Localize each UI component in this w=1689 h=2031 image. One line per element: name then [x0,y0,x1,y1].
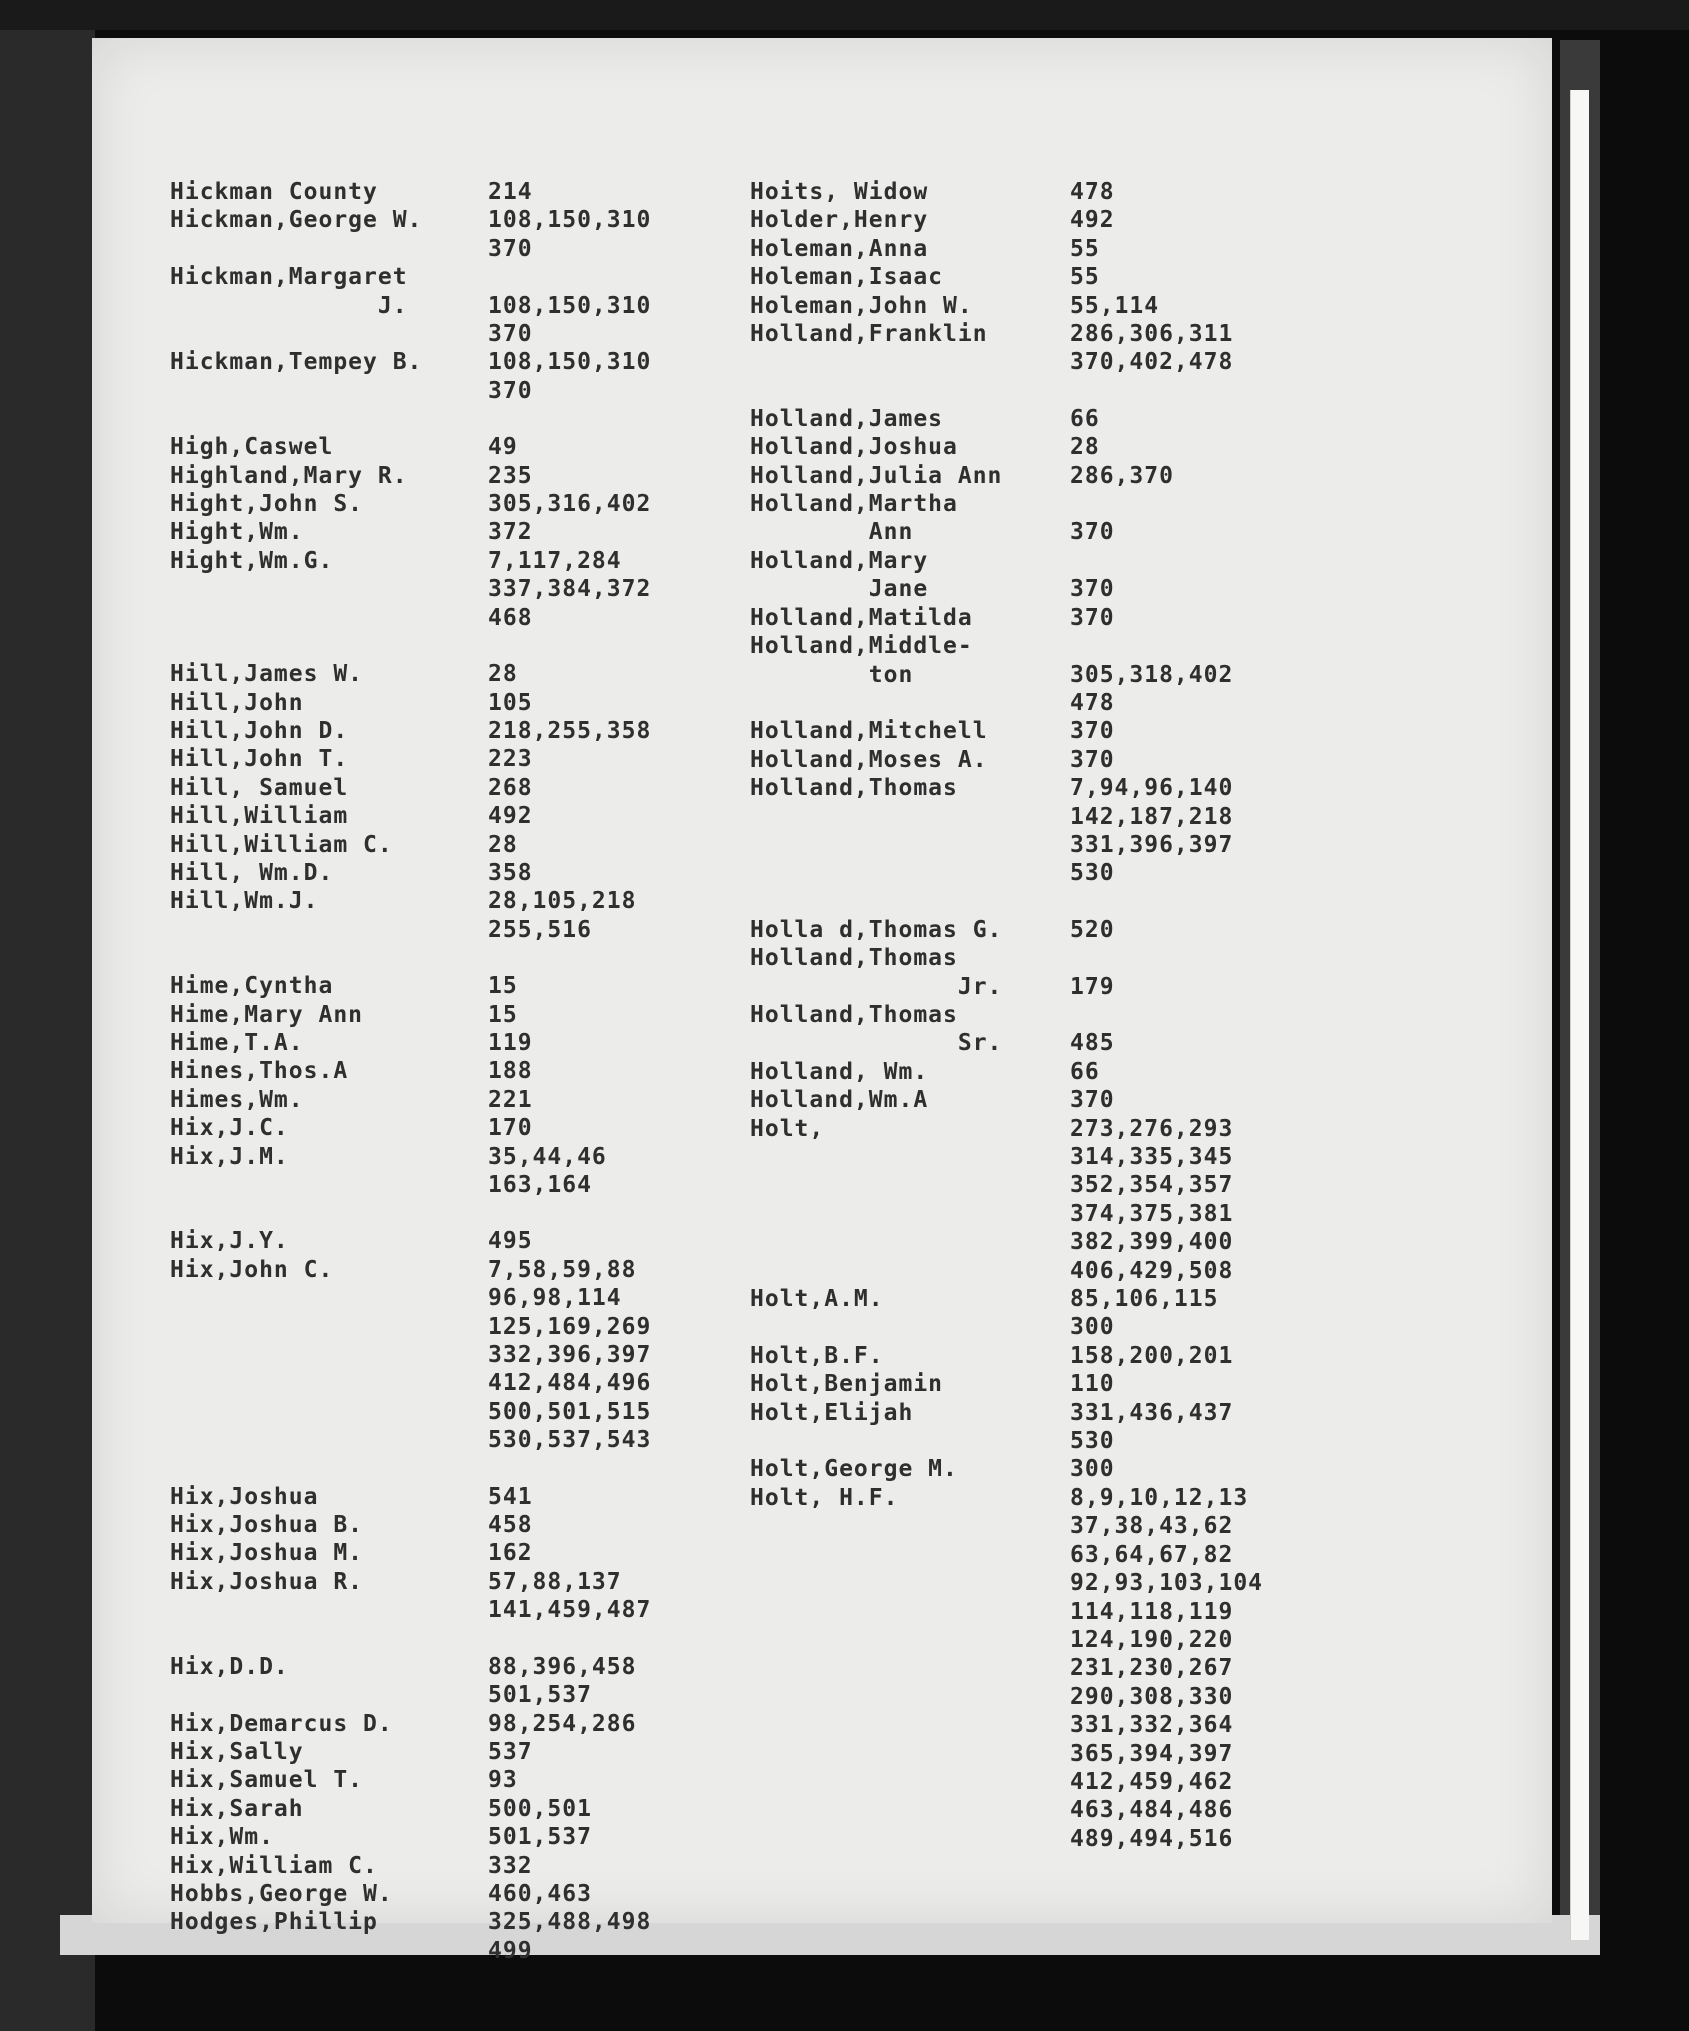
page-numbers: 331,436,437 [1070,1399,1234,1426]
page-numbers: 88,396,458 [488,1653,637,1680]
entry-pages [1070,1399,1233,1456]
entry-name: Hill,Wm.J. [170,888,319,915]
page-numbers: 530 [1070,1428,1115,1455]
entry-name: Hickman,Margaret [170,264,408,291]
entry-pages [488,1653,636,1710]
page-numbers: 460,463 [488,1880,592,1907]
page-numbers: 520 [1070,916,1115,943]
entry-name: Hight,John S. [170,491,364,518]
page-numbers: 7,117,284 [488,547,622,574]
entry-name: Holeman,Isaac [750,264,944,291]
entry-name: Holland,Thomas [750,775,958,802]
entry-name: Holeman,John W. [750,292,973,319]
page-numbers: 108,150,310 [488,349,652,376]
page-numbers: 501,537 [488,1682,592,1709]
entry-name: Holland,Mary [750,547,929,574]
entry-pages [488,774,533,802]
entry-pages [488,1057,533,1085]
entry-pages [488,178,533,206]
page-numbers: 66 [1070,405,1100,432]
entry-pages [1070,1370,1115,1398]
entry-pages [488,660,518,688]
entry-name: Holt,Elijah [750,1399,914,1426]
page-numbers: 541 [488,1483,533,1510]
entry-name: Hickman,George W. [170,207,423,234]
entry-name: Hobbs,George W. [170,1880,393,1907]
page-numbers: 370 [1070,718,1115,745]
page-numbers: 370 [488,235,533,262]
entry-pages [1070,973,1115,1001]
entry-pages [488,462,533,490]
entry-pages [488,518,533,546]
page-numbers: 124,190,220 [1070,1626,1234,1653]
entry-name: Holt,B.F. [750,1342,884,1369]
index-entry [750,320,1530,377]
page-numbers: 7,58,59,88 [488,1256,637,1283]
entry-name: Holt,Benjamin [750,1371,944,1398]
page-numbers: 305,316,402 [488,491,652,518]
page-numbers: 114,118,119 [1070,1598,1234,1625]
entry-pages [488,745,533,773]
index-entry [750,462,1530,490]
index-entry [750,1086,1530,1114]
entry-name: Hix,Joshua [170,1483,319,1510]
entry-name: Holt, H.F. [750,1484,899,1511]
index-entry [750,604,1530,632]
entry-pages [488,1029,533,1057]
entry-name: Hill,James W. [170,661,364,688]
entry-pages [1070,661,1233,718]
entry-pages [1070,206,1115,234]
entry-pages [488,1823,592,1851]
page-numbers: 370 [1070,1087,1115,1114]
page-numbers: 35,44,46 [488,1143,607,1170]
entry-pages [488,433,518,461]
entry-name: Sr. [750,1030,1003,1057]
entry-spacer [750,377,1530,405]
index-entry [750,490,1530,518]
entry-pages [1070,1058,1100,1086]
index-entry [750,1370,1530,1398]
entry-pages [1070,1086,1115,1114]
page-numbers: 268 [488,774,533,801]
index-entry [170,1852,870,1880]
page-numbers: 370 [488,377,533,404]
entry-name: Holland,Mitchell [750,718,988,745]
entry-name: Hoits, Widow [750,179,929,205]
entry-name: Hix,Wm. [170,1824,274,1851]
page-numbers: 365,394,397 [1070,1740,1234,1767]
entry-name: Jr. [750,973,1003,1000]
right-column [750,178,1530,1853]
entry-pages [488,972,518,1000]
entry-name: Holland,Thomas [750,945,958,972]
index-entry [750,518,1530,546]
entry-name: Holt,A.M. [750,1286,884,1313]
entry-pages [488,802,533,830]
page-numbers: 28,105,218 [488,888,637,915]
entry-pages [488,717,651,745]
page-numbers: 337,384,372 [488,576,652,603]
entry-name: Hix,Samuel T. [170,1767,364,1794]
entry-pages [488,1852,533,1880]
entry-name: Hodges,Phillip [170,1909,378,1936]
entry-name: Ann [750,519,914,546]
entry-name: Holland,Matilda [750,604,973,631]
page-numbers: 163,164 [488,1172,592,1198]
page-numbers: 468 [488,604,533,631]
entry-pages [488,1908,651,1965]
page-numbers: 55 [1070,235,1100,262]
page-numbers: 286,370 [1070,462,1174,489]
page-numbers: 125,169,269 [488,1313,652,1340]
page-numbers: 331,332,364 [1070,1712,1234,1739]
entry-name: Hight,Wm.G. [170,547,334,574]
page-numbers: 28 [488,661,518,688]
index-entry [750,1058,1530,1086]
entry-name: J. [170,292,408,319]
entry-name: Holeman,Anna [750,235,929,262]
entry-name: Holland,Moses A. [750,746,988,773]
entry-name: Hight,Wm. [170,519,304,546]
index-entry [750,746,1530,774]
entry-name: Hix,J.M. [170,1143,289,1170]
entry-pages [488,348,651,405]
page-numbers: 142,187,218 [1070,803,1234,830]
page-numbers: 223 [488,746,533,773]
entry-name: Holland,Martha [750,491,958,518]
page-numbers: 412,459,462 [1070,1768,1234,1795]
entry-pages [488,1568,651,1625]
page-numbers: 28 [488,831,518,858]
entry-name: Hines,Thos.A [170,1058,349,1085]
entry-pages [488,859,533,887]
page-numbers: 92,93,103,104 [1070,1570,1264,1597]
entry-name: Holland,Middle- [750,633,973,660]
page-numbers: 158,200,201 [1070,1342,1234,1369]
entry-pages [1070,604,1115,632]
index-entry [750,1001,1530,1029]
entry-name: Hill,John [170,689,304,716]
page-numbers: 314,335,345 [1070,1144,1234,1170]
page-numbers: 119 [488,1029,533,1056]
entry-pages [488,1086,533,1114]
entry-pages [1070,433,1100,461]
page-numbers: 372 [488,519,533,546]
page-numbers: 352,354,357 [1070,1172,1234,1199]
page-numbers: 370 [1070,604,1115,631]
entry-name: Holder,Henry [750,207,929,234]
entry-name: Holland, Wm. [750,1058,929,1085]
page-numbers: 105 [488,689,533,716]
entry-pages [1070,320,1233,377]
entry-pages [1070,178,1115,206]
page-numbers: 179 [1070,973,1115,1000]
page-numbers: 537 [488,1738,533,1765]
entry-pages [488,206,651,263]
page-numbers: 66 [1070,1058,1100,1085]
index-entry [750,575,1530,603]
page-numbers: 530 [1070,860,1115,887]
index-entry [750,1029,1530,1057]
page-numbers: 221 [488,1086,533,1113]
entry-name: Hix,J.C. [170,1115,289,1142]
page-numbers: 214 [488,179,533,205]
page-numbers: 141,459,487 [488,1597,652,1624]
index-entry [750,632,1530,660]
entry-pages [488,547,651,632]
entry-name: Hill, Wm.D. [170,859,334,886]
page-numbers: 374,375,381 [1070,1200,1234,1227]
page-numbers: 325,488,498 [488,1909,652,1936]
entry-pages [488,1256,651,1455]
page-numbers: 108,150,310 [488,207,652,234]
page-numbers: 290,308,330 [1070,1683,1234,1710]
page-numbers: 235 [488,462,533,489]
page-numbers: 478 [1070,179,1115,205]
entry-pages [1070,1115,1233,1285]
page-numbers: 478 [1070,689,1115,716]
page-edge [1570,90,1589,1940]
page-numbers: 110 [1070,1371,1115,1398]
entry-pages [1070,717,1115,745]
entry-pages [1070,1484,1263,1853]
entry-pages [1070,774,1233,888]
index-entry [750,973,1530,1001]
page-numbers: 492 [1070,207,1115,234]
page-numbers: 96,98,114 [488,1285,622,1312]
page-numbers: 370,402,478 [1070,349,1234,376]
entry-name: Hix,J.Y. [170,1228,289,1255]
page-numbers: 332,396,397 [488,1342,652,1369]
entry-name: Hix,Sarah [170,1795,304,1822]
page-numbers: 55 [1070,264,1100,291]
entry-name: Hime,Cyntha [170,973,334,1000]
page-numbers: 530,537,543 [488,1427,652,1454]
index-entry [750,405,1530,433]
page-numbers: 28 [1070,434,1100,461]
index-entry [750,547,1530,575]
page-numbers: 57,88,137 [488,1568,622,1595]
page-numbers: 485 [1070,1030,1115,1057]
entry-name: Holt,George M. [750,1456,958,1483]
page-numbers: 370 [1070,746,1115,773]
entry-pages [488,1710,636,1738]
page-numbers: 382,399,400 [1070,1229,1234,1256]
entry-name: Hime,Mary Ann [170,1001,364,1028]
entry-pages [1070,235,1100,263]
entry-name: Himes,Wm. [170,1086,304,1113]
index-entry [170,1880,870,1908]
entry-pages [488,689,533,717]
entry-pages [488,1738,533,1766]
page-numbers: 85,106,115 [1070,1286,1219,1313]
entry-name: Hix,Demarcus D. [170,1710,393,1737]
index-entry [750,1455,1530,1483]
page-numbers: 7,94,96,140 [1070,775,1234,802]
entry-spacer [750,888,1530,916]
index-page [92,38,1552,1964]
entry-pages [488,1483,533,1511]
page-numbers: 108,150,310 [488,292,652,319]
entry-name: Hickman County [170,179,378,205]
entry-name: Hill,William [170,803,349,830]
entry-name: Highland,Mary R. [170,462,408,489]
entry-name: Holland,James [750,405,944,432]
index-entry [750,263,1530,291]
entry-pages [1070,518,1115,546]
page-numbers: 188 [488,1058,533,1085]
entry-pages [488,490,651,518]
entry-pages [488,292,651,349]
page-numbers: 300 [1070,1456,1115,1483]
entry-name: Jane [750,576,929,603]
page-numbers: 370 [1070,519,1115,546]
page-numbers: 500,501,515 [488,1398,652,1425]
index-entry [750,1399,1530,1456]
index-entry [750,1342,1530,1370]
entry-name: Hill, Samuel [170,774,349,801]
entry-name: Hix,Joshua B. [170,1512,364,1539]
entry-pages [488,1001,518,1029]
page-numbers: 273,276,293 [1070,1115,1234,1142]
entry-name: Hill,John T. [170,746,349,773]
page-numbers: 93 [488,1767,518,1794]
photo-top-edge [0,0,1689,30]
index-entry [750,916,1530,944]
page-numbers: 98,254,286 [488,1710,637,1737]
page-numbers: 55,114 [1070,292,1160,319]
page-numbers: 8,9,10,12,13 [1070,1484,1249,1511]
entry-name: Holt, [750,1115,825,1142]
entry-pages [1070,916,1115,944]
entry-name: High,Caswel [170,434,334,461]
entry-pages [1070,1285,1218,1342]
entry-pages [1070,1342,1233,1370]
entry-pages [488,1511,533,1539]
entry-pages [488,1795,592,1823]
page-numbers: 412,484,496 [488,1370,652,1397]
entry-name: Hix,D.D. [170,1653,289,1680]
entry-pages [488,1539,533,1567]
entry-name: Holland,Wm.A [750,1087,929,1114]
page-numbers: 458 [488,1512,533,1539]
index-entry [750,292,1530,320]
page-numbers: 492 [488,803,533,830]
frame-left [0,30,95,2031]
entry-pages [488,1227,533,1255]
entry-pages [1070,292,1159,320]
page-numbers: 370 [1070,576,1115,603]
index-entry [750,717,1530,745]
page-numbers: 37,38,43,62 [1070,1513,1234,1540]
page-numbers: 489,494,516 [1070,1825,1234,1852]
page-numbers: 218,255,358 [488,717,652,744]
entry-pages [488,1766,518,1794]
entry-pages [1070,746,1115,774]
page-numbers: 463,484,486 [1070,1797,1234,1824]
index-entry [750,235,1530,263]
index-entry [750,1115,1530,1285]
index-entry [170,1908,870,1965]
entry-pages [488,831,518,859]
page-numbers: 255,516 [488,916,592,943]
page-numbers: 305,318,402 [1070,661,1234,688]
page-numbers: 49 [488,434,518,461]
entry-pages [1070,1455,1115,1483]
index-entry [750,206,1530,234]
page-numbers: 286,306,311 [1070,321,1234,348]
index-entry [750,944,1530,972]
page-numbers: 358 [488,859,533,886]
page-numbers: 406,429,508 [1070,1257,1234,1284]
page-numbers: 501,537 [488,1824,592,1851]
entry-name: ton [750,661,914,688]
entry-name: Hill,William C. [170,831,393,858]
entry-name: Hix,Joshua M. [170,1540,364,1567]
entry-pages [488,887,636,944]
page-numbers: 332 [488,1852,533,1879]
entry-name: Hime,T.A. [170,1029,304,1056]
entry-name: Holland,Thomas [750,1001,958,1028]
entry-name: Hill,John D. [170,717,349,744]
page-numbers: 300 [1070,1314,1115,1341]
index-entry [750,178,1530,206]
index-entry [750,661,1530,718]
index-entry [750,1285,1530,1342]
entry-pages [488,1143,607,1200]
entry-name: Holland,Franklin [750,321,988,348]
entry-name: Hix,Joshua R. [170,1568,364,1595]
entry-name: Hix,Sally [170,1738,304,1765]
page-numbers: 370 [488,321,533,348]
page-numbers: 331,396,397 [1070,831,1234,858]
page-numbers: 15 [488,1001,518,1028]
page-numbers: 495 [488,1228,533,1255]
page-numbers: 162 [488,1540,533,1567]
index-entry [750,433,1530,461]
page-numbers: 499 [488,1937,533,1964]
entry-pages [1070,263,1100,291]
index-entry [750,774,1530,888]
index-entry [750,1484,1530,1853]
page-numbers: 15 [488,973,518,1000]
entry-pages [488,1114,533,1142]
page-numbers: 231,230,267 [1070,1655,1234,1682]
entry-pages [1070,575,1115,603]
entry-pages [1070,405,1100,433]
entry-pages [1070,462,1174,490]
entry-name: Holland,Julia Ann [750,462,1003,489]
page-numbers: 170 [488,1115,533,1142]
entry-pages [488,1880,592,1908]
page-numbers: 63,64,67,82 [1070,1541,1234,1568]
page-numbers: 500,501 [488,1795,592,1822]
entry-pages [1070,1029,1115,1057]
entry-name: Hix,William C. [170,1852,378,1879]
entry-name: Holla d,Thomas G. [750,916,1003,943]
entry-name: Holland,Joshua [750,434,958,461]
entry-name: Hix,John C. [170,1256,334,1283]
entry-name: Hickman,Tempey B. [170,349,423,376]
